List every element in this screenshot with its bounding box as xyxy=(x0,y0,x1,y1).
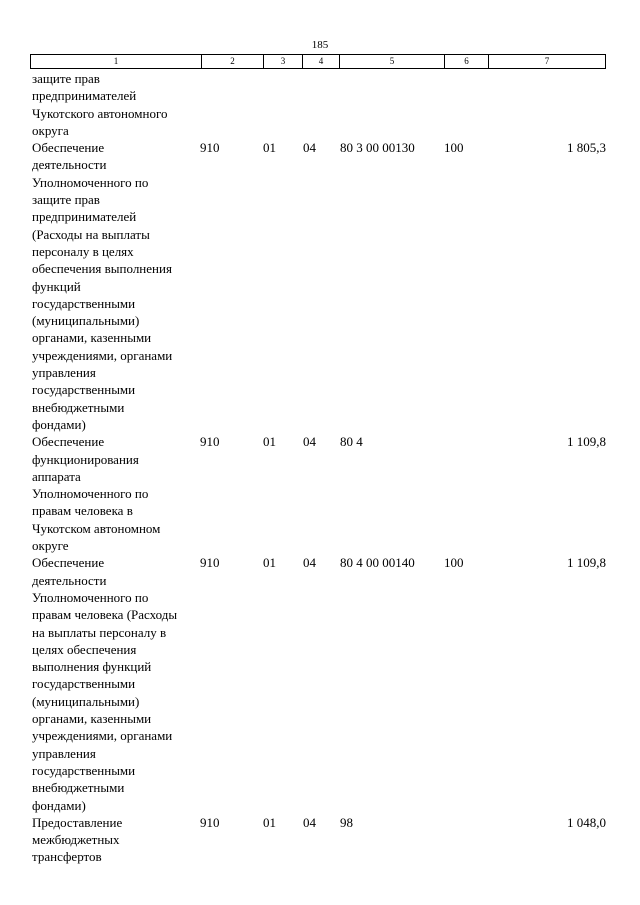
row-c6-value: 100 xyxy=(444,140,464,156)
row-c5-value: 80 4 00 00140 xyxy=(340,555,415,571)
header-col-6: 6 xyxy=(445,55,489,68)
row-name: защите прав предпринимателей Чукотского автономного округа xyxy=(32,71,168,138)
row-c7-value: 1 805,3 xyxy=(567,140,606,156)
row-c5-value: 80 4 xyxy=(340,434,363,450)
header-col-5: 5 xyxy=(340,55,445,68)
row-c3-value: 01 xyxy=(263,434,276,450)
row-c2-value: 910 xyxy=(200,140,220,156)
row-c3-value: 01 xyxy=(263,555,276,571)
header-col-4: 4 xyxy=(303,55,340,68)
row-name: Обеспечение деятельности Уполномоченного по защите прав предпринимателей (Расходы на выплаты персоналу в целях обеспечения выполнения функций государственными (муниципальными) органами, казенными учреждениями, органами управления государственными внебюджетными фондами) xyxy=(32,140,173,432)
row-name: Обеспечение деятельности Уполномоченного по правам человека (Расходы на выплаты персоналу в целях обеспечения выполнения функций государственными (муниципальными) органами, казенными учреждениями, органами управления государственными внебюджетными фондами) xyxy=(32,555,178,813)
row-c2-value: 910 xyxy=(200,434,220,450)
page-number: 185 xyxy=(311,39,329,51)
header-col-3: 3 xyxy=(264,55,303,68)
row-c3-value: 01 xyxy=(263,140,276,156)
row-name: Предоставление межбюджетных трансфертов xyxy=(32,814,123,865)
row-c7-value: 1 109,8 xyxy=(567,555,606,571)
row-c4-value: 04 xyxy=(303,555,316,571)
row-c2-value: 910 xyxy=(200,555,220,571)
row-c5-value: 80 3 00 00130 xyxy=(340,140,415,156)
row-c4-value: 04 xyxy=(303,434,316,450)
row-c6-value: 100 xyxy=(444,555,464,571)
header-col-7: 7 xyxy=(544,56,550,66)
row-c7-value: 1 048,0 xyxy=(567,814,606,830)
row-c4-value: 04 xyxy=(303,814,316,830)
row-c3-value: 01 xyxy=(263,814,276,830)
header-col-2: 2 xyxy=(202,55,264,68)
header-col-1: 1 xyxy=(31,55,202,68)
row-c2-value: 910 xyxy=(200,814,220,830)
row-c5-value: 98 xyxy=(340,814,353,830)
row-c4-value: 04 xyxy=(303,140,316,156)
row-c7-value: 1 109,8 xyxy=(567,434,606,450)
table-header-row xyxy=(30,54,606,69)
row-name: Обеспечение функционирования аппарата Уполномоченного по правам человека в Чукотском автономном округе xyxy=(32,434,161,554)
